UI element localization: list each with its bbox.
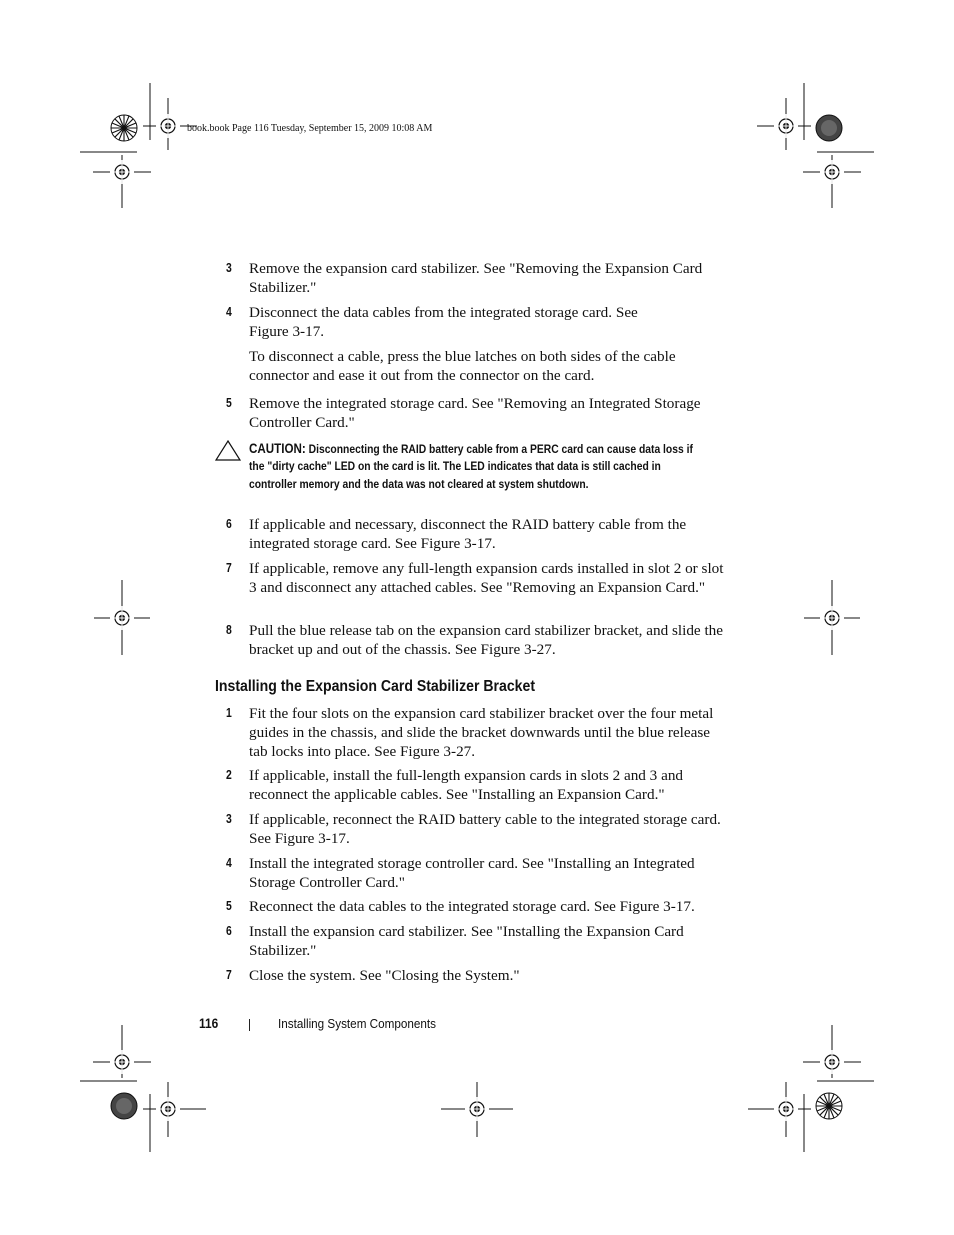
step-number: 8 [226,622,232,637]
section-heading: Installing the Expansion Card Stabilizer Bracket [215,678,536,695]
list-item [226,515,726,553]
step-text: Close the system. See "Closing the System." [249,967,520,984]
step-text: If applicable, install the full-length expansion cards in slots 2 and 3 and reconnect the applicable cables. See "Installing an Expansion Card." [249,767,684,803]
step-number: 7 [226,967,232,982]
step-text: Reconnect the data cables to the integrated storage card. See Figure 3-17. [249,898,695,915]
starburst-icon [816,1093,842,1119]
list-item [226,897,726,916]
step-number: 4 [226,304,232,319]
step-text: If applicable, remove any full-length expansion cards installed in slot 2 or slot 3 and disconnect any attached cables. See "Removing an Expansion Card." [249,560,724,596]
step-number: 2 [226,767,232,782]
caution-text: Disconnecting the RAID battery cable from a PERC card can cause data loss if the "dirty cache" LED on the card is lit. The LED indicates that data is still cached in controller memory and the data was not cleared at system shutdown. [249,442,693,491]
step-text: If applicable, reconnect the RAID battery cable to the integrated storage card. See Figure 3-17. [249,811,721,847]
caution-label: CAUTION: [249,441,306,456]
step-text: Pull the blue release tab on the expansion card stabilizer bracket, and slide the bracket up and out of the chassis. See Figure 3-27. [249,622,724,658]
list-item [226,704,726,761]
list-item [226,621,726,659]
step-number: 5 [226,898,232,913]
starburst-icon [111,115,137,141]
caution-icon [215,439,243,463]
list-item [226,966,726,985]
step-text: Fit the four slots on the expansion card stabilizer bracket over the four metal guides in the chassis, and slide the bracket downwards until the blue release tab locks into place. See Figure 3-27. [249,705,714,760]
footer-divider [249,1019,250,1031]
step-number: 6 [226,516,232,531]
footer-section-title: Installing System Components [278,1016,437,1031]
step-note: To disconnect a cable, press the blue latches on both sides of the cable connector and ease it out from the connector on the card. [249,348,676,384]
printer-slug: book.book Page 116 Tuesday, September 15, 2009 10:08 AM [187,123,433,134]
step-number: 3 [226,811,232,826]
list-item [226,303,726,341]
list-item [226,810,726,848]
list-item [226,922,726,960]
step-number: 7 [226,560,232,575]
starburst-filled-icon [111,1093,137,1119]
page-number: 116 [199,1015,219,1031]
list-item [226,259,726,297]
step-number: 3 [226,260,232,275]
step-number: 5 [226,395,232,410]
step-text: Install the expansion card stabilizer. See "Installing the Expansion Card Stabilizer." [249,923,684,959]
step-number: 4 [226,855,232,870]
list-item [226,854,726,892]
list-item [226,766,726,804]
starburst-filled-icon [816,115,842,141]
step-number: 6 [226,923,232,938]
step-text: Remove the integrated storage card. See "Removing an Integrated Storage Controller Card." [249,395,701,431]
step-text: Install the integrated storage controller card. See "Installing an Integrated Storage Controller Card." [249,855,695,891]
caution-note [249,440,696,493]
step-text: If applicable and necessary, disconnect the RAID battery cable from the integrated storage card. See Figure 3-17. [249,516,687,552]
step-number: 1 [226,705,232,720]
list-item [226,394,726,432]
step-text: Remove the expansion card stabilizer. See "Removing the Expansion Card Stabilizer." [249,260,703,296]
list-item [226,559,726,597]
step-text: Disconnect the data cables from the integrated storage card. See Figure 3-17. [249,304,638,340]
